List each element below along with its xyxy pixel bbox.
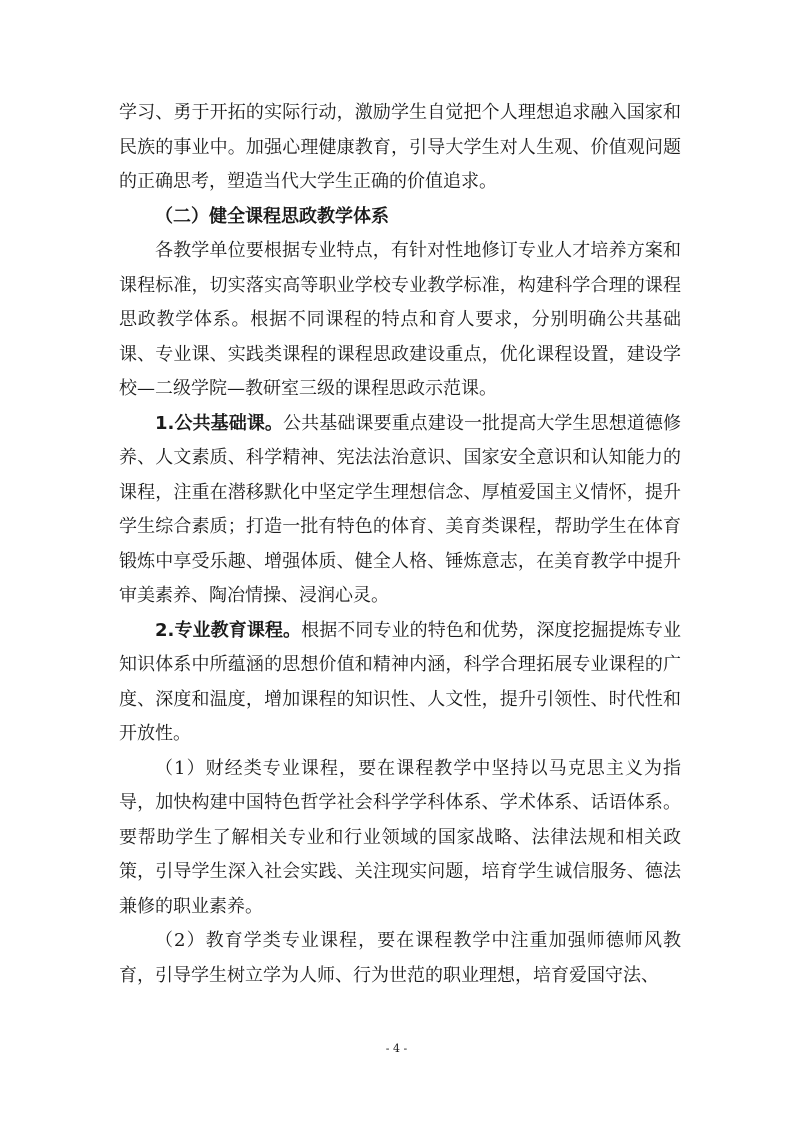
item-body-professional-courses: 根据不同专业的特色和优势，深度挖掘提炼专业知识体系中所蕴涵的思想价值和精神内涵，科学合理拓展专业课程的广度、深度和温度，增加课程的知识性、人文性，提升引领性、时代性和开放性。: [119, 619, 681, 744]
item-body-public-courses: 公共基础课要重点建设一批提高大学生思想道德修养、人文素质、科学精神、宪法法治意识、国家安全意识和认知能力的课程，注重在潜移默化中坚定学生理想信念、厚植爱国主义情怀，提升学生综合素质；打造一批有特色的体育、美育类课程，帮助学生在体育锻炼中享受乐趣、增强体质、健全人格、锤炼意志，在美育教学中提升审美素养、陶冶情操、浸润心灵。: [119, 412, 681, 606]
item-lead-professional-courses: 2.专业教育课程。: [155, 619, 302, 641]
paragraph-public-courses: [119, 407, 681, 614]
paragraph-finance-courses: （1）财经类专业课程，要在课程教学中坚持以马克思主义为指导，加快构建中国特色哲学社会科学学科体系、学术体系、话语体系。要帮助学生了解相关专业和行业领域的国家战略、法律法规和相关政策，引导学生深入社会实践、关注现实问题，培育学生诚信服务、德法兼修的职业素养。: [119, 757, 681, 917]
paragraph-course-system: 各教学单位要根据专业特点，有针对性地修订专业人才培养方案和课程标准，切实落实高等职业学校专业教学标准，构建科学合理的课程思政教学体系。根据不同课程的特点和育人要求，分别明确公共基础课、专业课、实践类课程的课程思政建设重点，优化课程设置，建设学校—二级学院—教研室三级的课程思政示范课。: [119, 240, 681, 399]
item-lead-public-courses: 1.公共基础课。: [155, 412, 284, 434]
page-number: - 4 -: [385, 1042, 408, 1055]
section-heading: （二）健全课程思政教学体系: [155, 205, 389, 227]
paragraph-professional-courses: [119, 614, 681, 752]
paragraph-education-courses: （2）教育学类专业课程，要在课程教学中注重加强师德师风教育，引导学生树立学为人师、行为世范的职业理想，培育爱国守法、: [119, 930, 681, 986]
document-body: [119, 96, 681, 993]
paragraph-continuation: 学习、勇于开拓的实际行动，激励学生自觉把个人理想追求融入国家和民族的事业中。加强心理健康教育，引导大学生对人生观、价值观问题的正确思考，塑造当代大学生正确的价值追求。: [119, 102, 681, 192]
